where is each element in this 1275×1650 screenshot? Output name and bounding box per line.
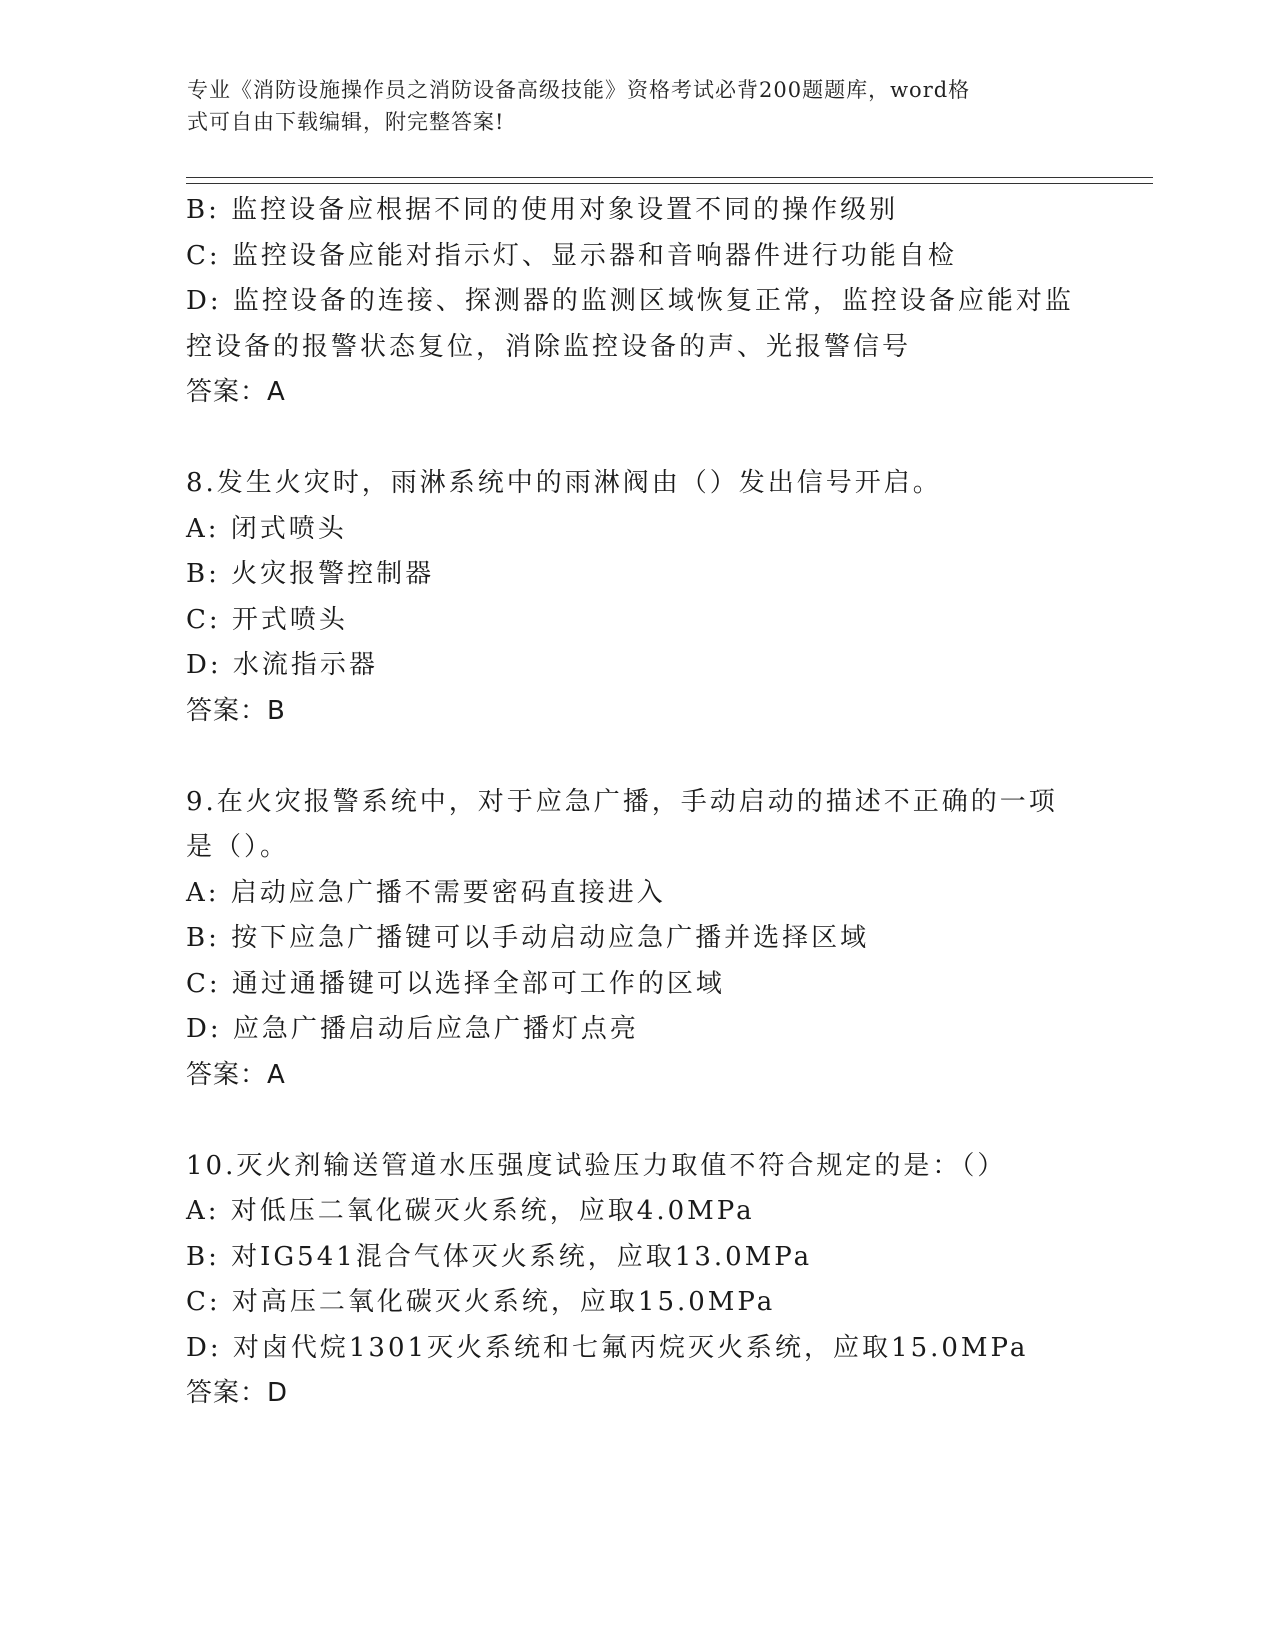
option-a: A: 对低压二氧化碳灭火系统，应取4.0MPa <box>186 1196 755 1226</box>
spacer <box>186 416 1086 462</box>
header-line-1: 专业《消防设施操作员之消防设备高级技能》资格考试必背200题题库，word格 <box>187 78 971 102</box>
question-7-continued <box>186 188 1086 416</box>
answer-line: 答案：A <box>186 1059 286 1090</box>
answer-line: 答案：A <box>186 377 286 407</box>
document-header <box>187 74 1067 138</box>
option-a: A: 启动应急广播不需要密码直接进入 <box>186 877 666 908</box>
option-d-continued: 控设备的报警状态复位，消除监控设备的声、光报警信号 <box>186 331 912 362</box>
question-10 <box>186 1144 1086 1417</box>
option-d: D: 对卤代烷1301灭火系统和七氟丙烷灭火系统，应取15.0MPa <box>186 1332 1029 1363</box>
document-body <box>186 188 1086 1417</box>
option-d: D: 水流指示器 <box>186 650 378 680</box>
answer-line: 答案：B <box>186 695 286 726</box>
header-divider-top <box>186 177 1153 178</box>
spacer <box>186 734 1086 780</box>
spacer <box>186 1098 1086 1144</box>
option-c: C: 监控设备应能对指示灯、显示器和音响器件进行功能自检 <box>186 240 957 271</box>
header-divider-bottom <box>186 183 1153 184</box>
option-b: B: 火灾报警控制器 <box>186 559 435 589</box>
header-line-2: 式可自由下载编辑，附完整答案! <box>187 110 505 134</box>
option-b: B: 监控设备应根据不同的使用对象设置不同的操作级别 <box>186 195 899 225</box>
question-stem: 9.在火灾报警系统中，对于应急广播，手动启动的描述不正确的一项 <box>186 786 1058 817</box>
question-9 <box>186 780 1086 1099</box>
option-c: C: 通过通播键可以选择全部可工作的区域 <box>186 968 725 999</box>
question-8 <box>186 461 1086 734</box>
option-c: C: 对高压二氧化碳灭火系统，应取15.0MPa <box>186 1287 776 1317</box>
question-stem: 8.发生火灾时，雨淋系统中的雨淋阀由（）发出信号开启。 <box>186 468 942 498</box>
option-a: A: 闭式喷头 <box>186 513 347 544</box>
answer-line: 答案：D <box>186 1378 289 1408</box>
option-d: D: 监控设备的连接、探测器的监测区域恢复正常，监控设备应能对监 <box>186 286 1074 316</box>
option-b: B: 对IG541混合气体灭火系统，应取13.0MPa <box>186 1241 813 1272</box>
option-c: C: 开式喷头 <box>186 604 348 635</box>
option-d: D: 应急广播启动后应急广播灯点亮 <box>186 1014 639 1044</box>
question-stem: 10.灭火剂输送管道水压强度试验压力取值不符合规定的是：（） <box>186 1150 1007 1181</box>
question-stem-continued: 是（）。 <box>186 832 290 862</box>
option-b: B: 按下应急广播键可以手动启动应急广播并选择区域 <box>186 923 870 953</box>
